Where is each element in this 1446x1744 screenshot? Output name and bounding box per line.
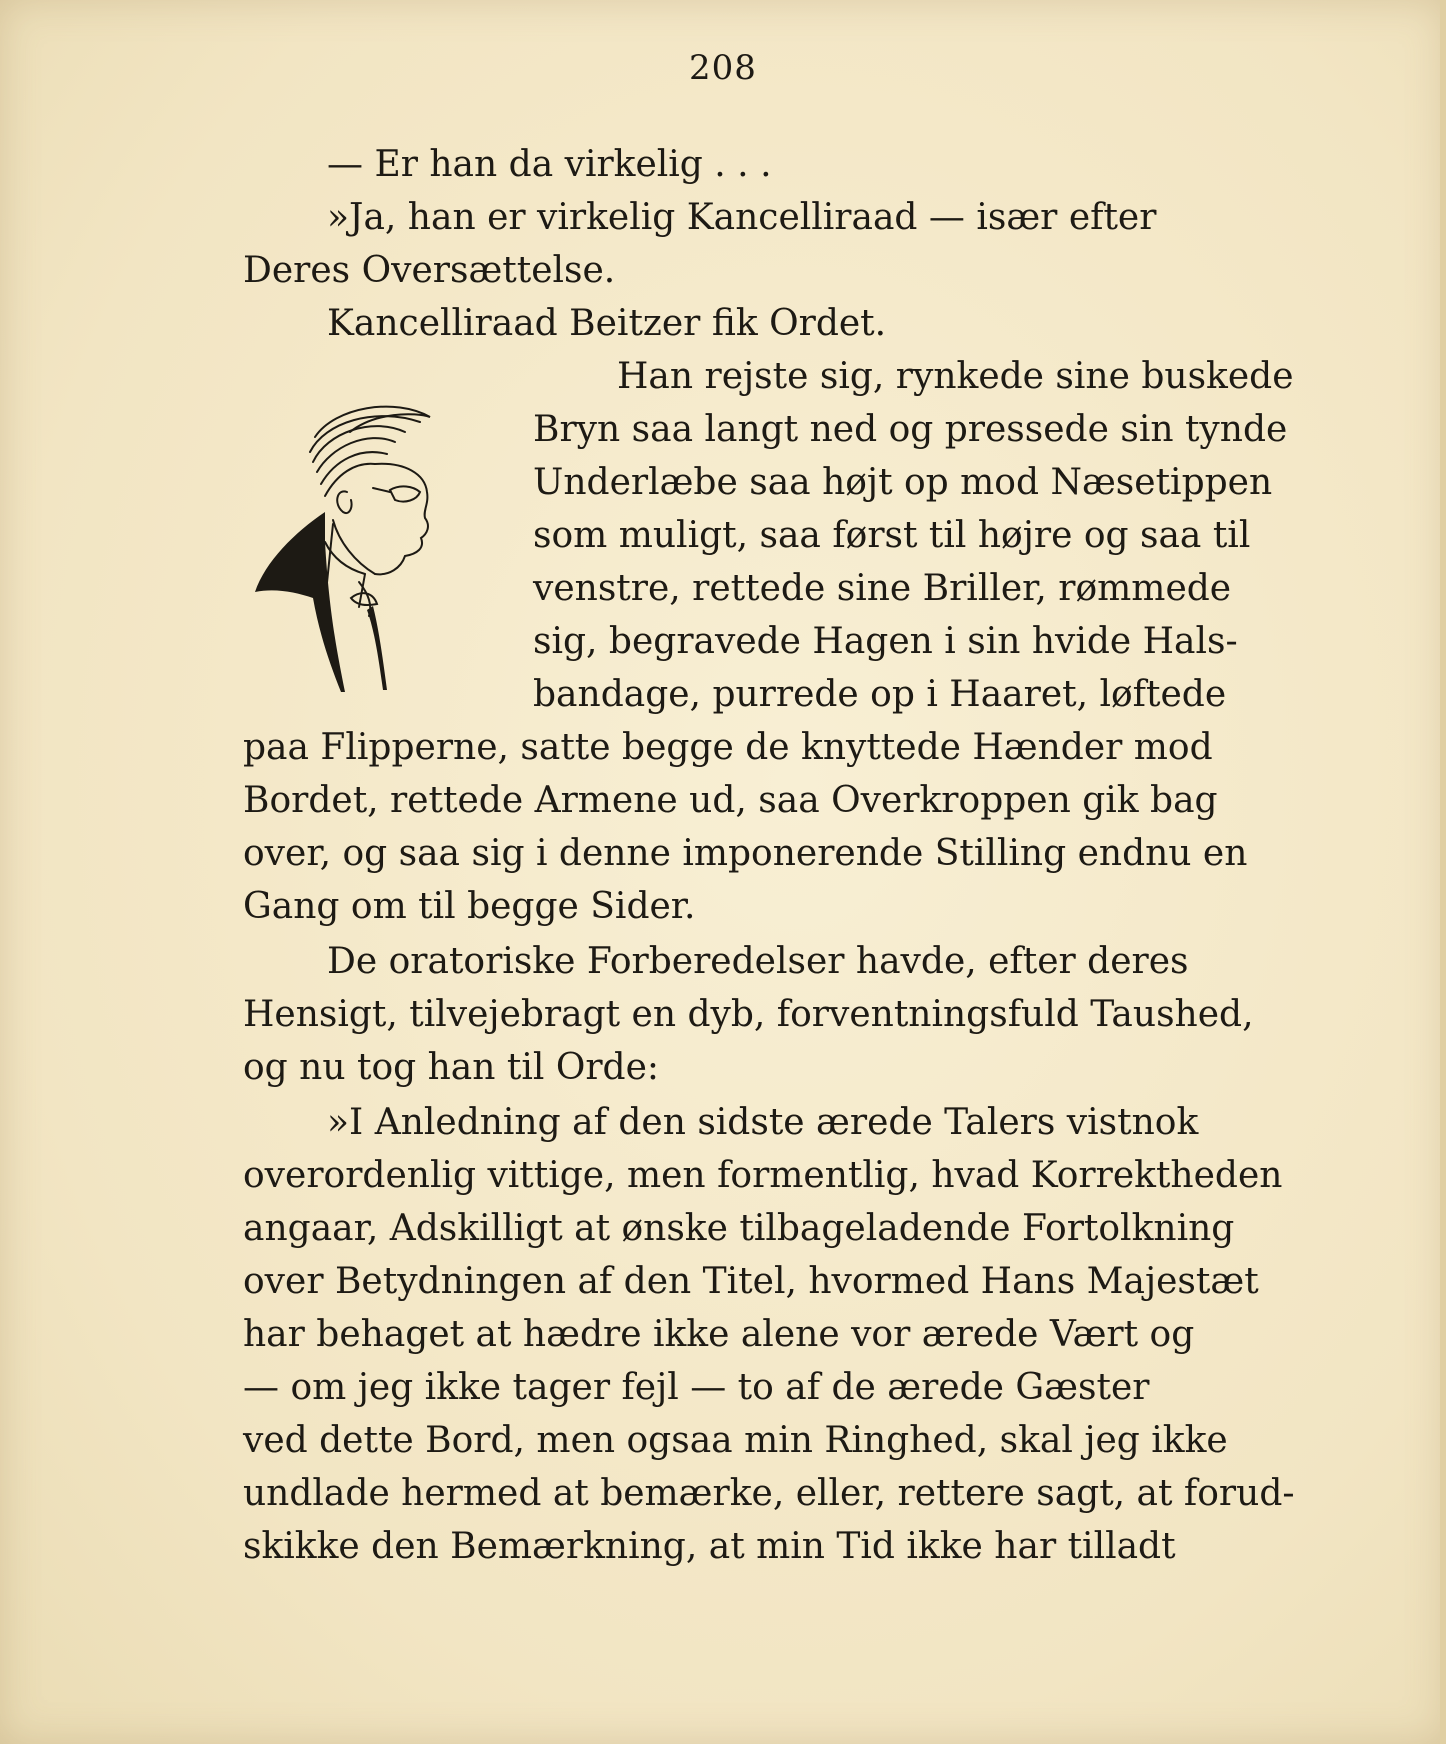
text-line: venstre, rettede sine Briller, rømmede [533,568,1232,609]
text-line: har behaget at hædre ikke alene vor ærede Vært og [243,1314,1195,1355]
text-line: Kancelliraad Beitzer fik Ordet. [327,303,887,344]
text-line: »I Anledning af den sidste ærede Talers vistnok [327,1102,1199,1143]
text-line: sig, begravede Hagen i sin hvide Hals- [533,621,1238,662]
text-line: De oratoriske Forberedelser havde, efter deres [327,941,1189,982]
text-line: bandage, purrede op i Haaret, løftede [533,674,1227,715]
text-line: Bordet, rettede Armene ud, saa Overkroppen gik bag [243,780,1218,821]
body-text [243,138,1301,1573]
text-line: Bryn saa langt ned og pressede sin tynde [533,409,1288,450]
text-line: Hensigt, tilvejebragt en dyb, forventningsfuld Taushed, [243,994,1254,1035]
text-line: undlade hermed at bemærke, eller, rettere sagt, at forud- [243,1473,1295,1514]
text-line: Deres Oversættelse. [243,250,616,291]
text-line: overordenlig vittige, men formentlig, hvad Korrektheden [243,1155,1283,1196]
text-line: Gang om til begge Sider. [243,886,696,927]
page-edge [1440,0,1446,1744]
text-line: og nu tog han til Orde: [243,1047,660,1088]
text-line: — om jeg ikke tager fejl — to af de ærede Gæster [243,1367,1150,1408]
text-line: skikke den Bemærkning, at min Tid ikke har tilladt [243,1526,1176,1567]
text-line: over, og saa sig i denne imponerende Stilling endnu en [243,833,1248,874]
text-line: angaar, Adskilligt at ønske tilbageladende Fortolkning [243,1208,1235,1249]
text-line: ved dette Bord, men ogsaa min Ringhed, skal jeg ikke [243,1420,1228,1461]
text-line: som muligt, saa først til højre og saa til [533,515,1251,556]
text-line: over Betydningen af den Titel, hvormed Hans Majestæt [243,1261,1259,1302]
text-line: — Er han da virkelig . . . [327,144,772,185]
text-line: Han rejste sig, rynkede sine buskede [617,356,1294,397]
text-line: paa Flipperne, satte begge de knyttede Hænder mod [243,727,1213,768]
text-line: Underlæbe saa højt op mod Næsetippen [533,462,1273,503]
page-number: 208 [689,48,757,88]
text-line: »Ja, han er virkelig Kancelliraad — især efter [327,197,1157,238]
